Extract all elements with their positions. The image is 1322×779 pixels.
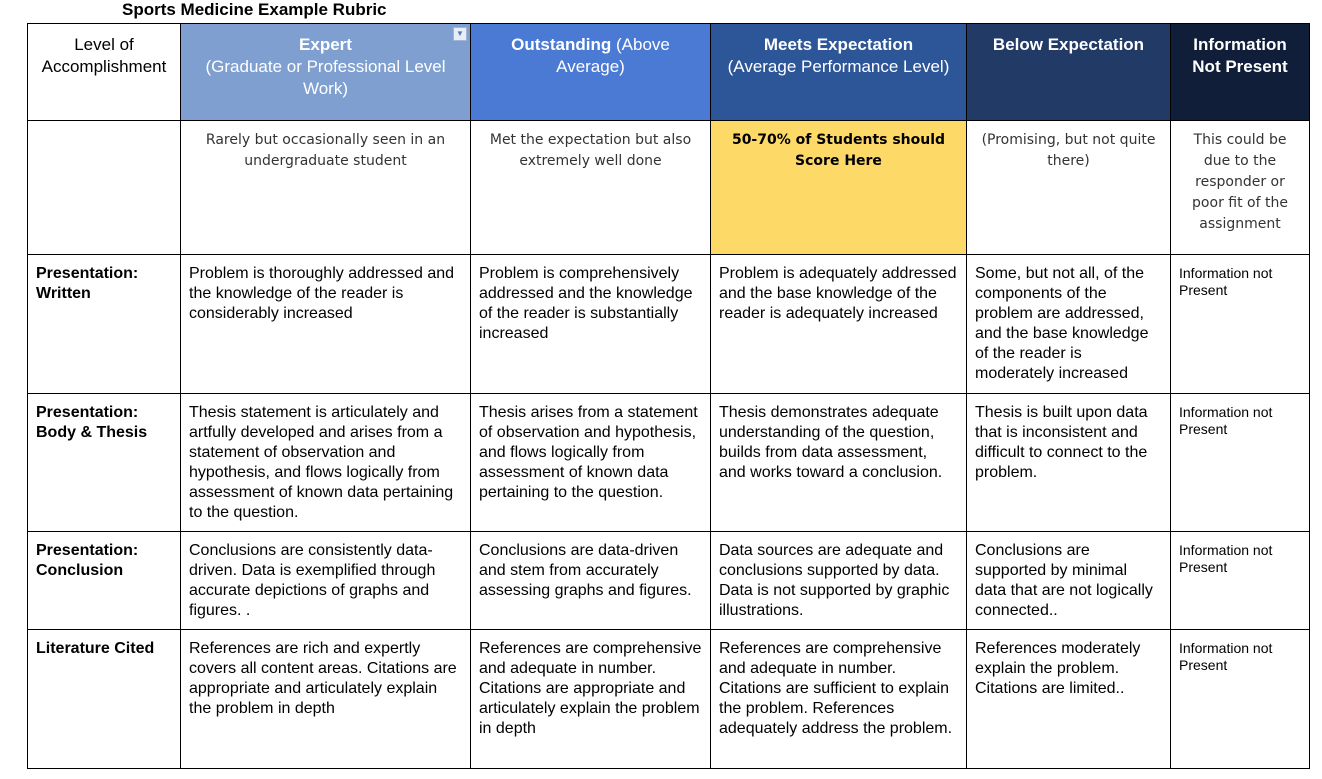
header-meets-expectation (711, 24, 967, 121)
subtitle-cell-highlighted: 50-70% of Students should Score Here (711, 121, 967, 255)
subtitle-row (28, 121, 1310, 255)
level-detail: (Above Average) (556, 35, 670, 76)
rubric-cell: Thesis statement is articulately and artfully developed and arises from a statement of observation and hypothesis, and flows logically from assessment of known data pertaining to the question. (181, 394, 471, 532)
subtitle-cell: This could be due to the responder or poor fit of the assignment (1171, 121, 1310, 255)
rubric-cell: Conclusions are data-driven and stem from accurately assessing graphs and figures. (471, 532, 711, 630)
level-detail: (Average Performance Level) (727, 57, 950, 76)
rubric-cell: References are comprehensive and adequate in number. Citations are appropriate and articulately explain the problem in depth (471, 630, 711, 769)
rubric-cell: Data sources are adequate and conclusions supported by data. Data is not supported by graphic illustrations. (711, 532, 967, 630)
level-name: Expert (299, 35, 352, 54)
row-label: Presentation: Written (28, 255, 181, 394)
rubric-cell: Thesis is built upon data that is inconsistent and difficult to connect to the problem. (967, 394, 1171, 532)
level-header-cell (28, 24, 181, 121)
rubric-cell: Information not Present (1171, 394, 1310, 532)
rubric-row (28, 394, 1310, 532)
level-name: Outstanding (511, 35, 612, 54)
rubric-cell: Conclusions are supported by minimal data that are not logically connected.. (967, 532, 1171, 630)
rubric-cell: Information not Present (1171, 255, 1310, 394)
rubric-cell: Problem is thoroughly addressed and the knowledge of the reader is considerably increased (181, 255, 471, 394)
level-name: Information Not Present (1192, 35, 1288, 76)
subtitle-cell: Rarely but occasionally seen in an undergraduate student (181, 121, 471, 255)
header-information-not-present (1171, 24, 1310, 121)
rubric-cell: Problem is adequately addressed and the base knowledge of the reader is adequately increased (711, 255, 967, 394)
rubric-cell: Problem is comprehensively addressed and the knowledge of the reader is substantially increased (471, 255, 711, 394)
rubric-cell: Thesis demonstrates adequate understanding of the question, builds from data assessment, and works toward a conclusion. (711, 394, 967, 532)
rubric-cell: References are rich and expertly covers all content areas. Citations are appropriate and articulately explain the problem in depth (181, 630, 471, 769)
rubric-cell: Conclusions are consistently data-driven. Data is exemplified through accurate depictions of graphs and figures. . (181, 532, 471, 630)
subtitle-cell: (Promising, but not quite there) (967, 121, 1171, 255)
level-detail: (Graduate or Professional Level Work) (205, 57, 446, 98)
row-label: Presentation: Body & Thesis (28, 394, 181, 532)
rubric-cell: Information not Present (1171, 630, 1310, 769)
rubric-row (28, 532, 1310, 630)
rubric-cell: References are comprehensive and adequate in number. Citations are sufficient to explain the problem. References adequately address the problem. (711, 630, 967, 769)
rubric-table (27, 23, 1310, 769)
header-row (28, 24, 1310, 121)
empty-cell (28, 121, 181, 255)
rubric-cell: Thesis arises from a statement of observation and hypothesis, and flows logically from assessment of known data pertaining to the question. (471, 394, 711, 532)
rubric-row (28, 630, 1310, 769)
level-name: Meets Expectation (763, 35, 914, 54)
row-label: Presentation: Conclusion (28, 532, 181, 630)
header-below-expectation (967, 24, 1171, 121)
header-outstanding (471, 24, 711, 121)
dropdown-arrow-icon[interactable]: ▼ (453, 27, 467, 41)
document-title: Sports Medicine Example Rubric (122, 0, 387, 19)
rubric-cell: Some, but not all, of the components of the problem are addressed, and the base knowledge of the reader is moderately increased (967, 255, 1171, 394)
rubric-cell: References moderately explain the problem. Citations are limited.. (967, 630, 1171, 769)
rubric-row (28, 255, 1310, 394)
header-expert[interactable] (181, 24, 471, 121)
row-label: Literature Cited (28, 630, 181, 769)
subtitle-cell: Met the expectation but also extremely well done (471, 121, 711, 255)
level-name: Below Expectation (992, 35, 1145, 54)
rubric-cell: Information not Present (1171, 532, 1310, 630)
level-of-accomplishment-label: Level of Accomplishment (41, 35, 167, 76)
